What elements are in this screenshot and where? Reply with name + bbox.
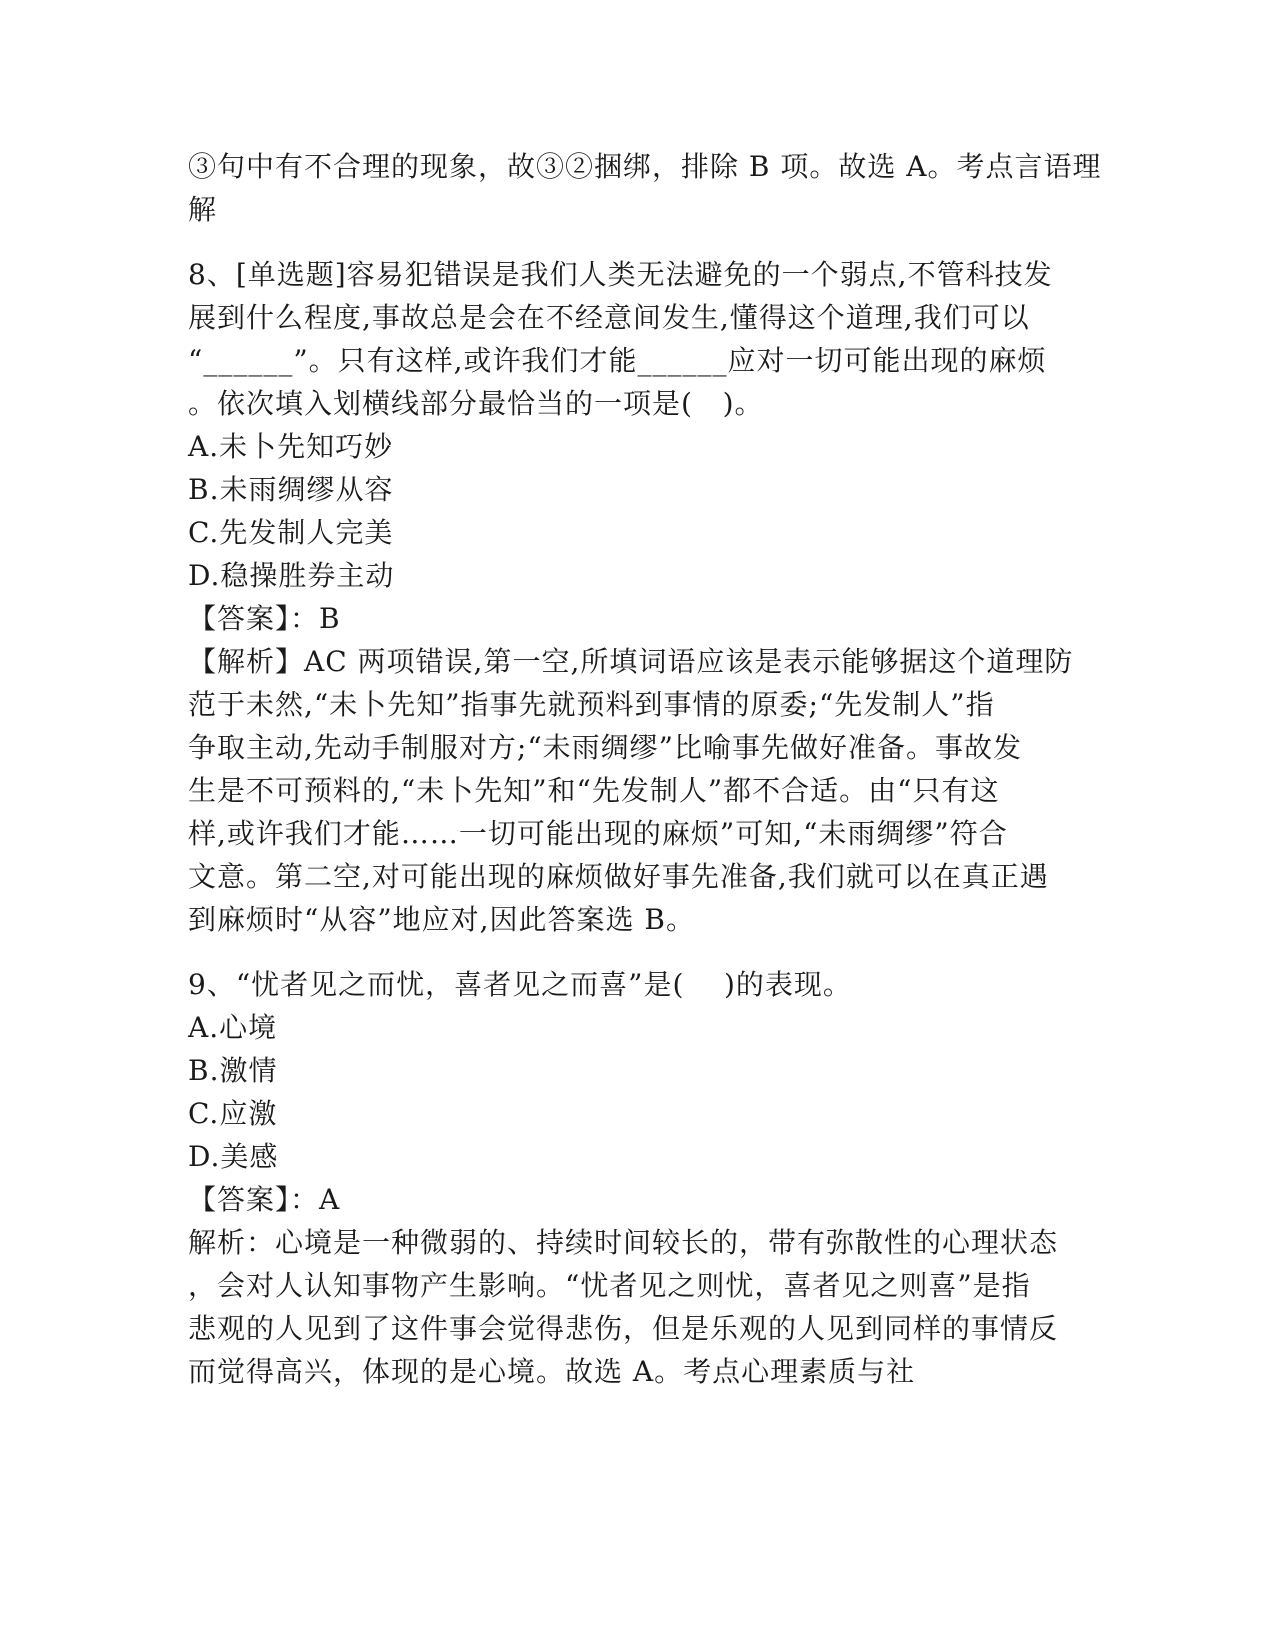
option-d: D.稳操胜券主动 <box>188 559 395 592</box>
question-8 <box>188 253 1088 941</box>
question-stem-line: 展到什么程度,事故总是会在不经意间发生,懂得这个道理,我们可以 <box>188 301 1030 334</box>
explanation-line: 生是不可预料的,“未卜先知”和“先发制人”都不合适。由“只有这 <box>188 774 1000 807</box>
explanation-line: 而觉得高兴，体现的是心境。故选 A。考点心理素质与社 <box>188 1355 916 1388</box>
explanation-line: 悲观的人见到了这件事会觉得悲伤，但是乐观的人见到同样的事情反 <box>188 1312 1059 1345</box>
document-page <box>188 145 1102 1393</box>
option-a: A.心境 <box>188 1011 278 1044</box>
explanation-line: 争取主动,先动手制服对方;“未雨绸缪”比喻事先做好准备。事故发 <box>188 731 1022 764</box>
question-stem-line: 8、[单选题]容易犯错误是我们人类无法避免的一个弱点,不管科技发 <box>188 258 1053 291</box>
question-stem-line: 9、“忧者见之而忧，喜者见之而喜”是( )的表现。 <box>188 968 852 1001</box>
answer-line: 【答案】：A <box>188 1183 341 1216</box>
question-stem-line: 。依次填入划横线部分最恰当的一项是( )。 <box>188 387 764 420</box>
option-a: A.未卜先知巧妙 <box>188 430 394 463</box>
question-9 <box>188 963 1088 1393</box>
text-line: ③句中有不合理的现象，故③②捆绑，排除 B 项。故选 A。考点言语理 <box>188 150 1102 183</box>
answer-line: 【答案】：B <box>188 602 341 635</box>
text-line: 解 <box>188 193 218 226</box>
explanation-line: 【解析】AC 两项错误,第一空,所填词语应该是表示能够据这个道理防 <box>188 645 1074 678</box>
paragraph-gap <box>188 231 1088 253</box>
option-b: B.激情 <box>188 1054 278 1087</box>
explanation-line: 文意。第二空,对可能出现的麻烦做好事先准备,我们就可以在真正遇 <box>188 860 1049 893</box>
option-b: B.未雨绸缪从容 <box>188 473 394 506</box>
option-c: C.先发制人完美 <box>188 516 394 549</box>
question-stem-line: “______”。只有这样,或许我们才能______应对一切可能出现的麻烦 <box>188 344 1047 377</box>
explanation-line: 范于未然,“未卜先知”指事先就预料到事情的原委;“先发制人”指 <box>188 688 995 721</box>
continuation-block <box>188 145 1102 231</box>
explanation-line: 到麻烦时“从容”地应对,因此答案选 B。 <box>188 903 696 936</box>
explanation-line: ，会对人认知事物产生影响。“忧者见之则忧，喜者见之则喜”是指 <box>188 1269 1031 1302</box>
paragraph-gap <box>188 941 1088 963</box>
option-c: C.应激 <box>188 1097 278 1130</box>
explanation-line: 解析：心境是一种微弱的、持续时间较长的，带有弥散性的心理状态 <box>188 1226 1059 1259</box>
explanation-line: 样,或许我们才能……一切可能出现的麻烦”可知,“未雨绸缪”符合 <box>188 817 1008 850</box>
option-d: D.美感 <box>188 1140 279 1173</box>
